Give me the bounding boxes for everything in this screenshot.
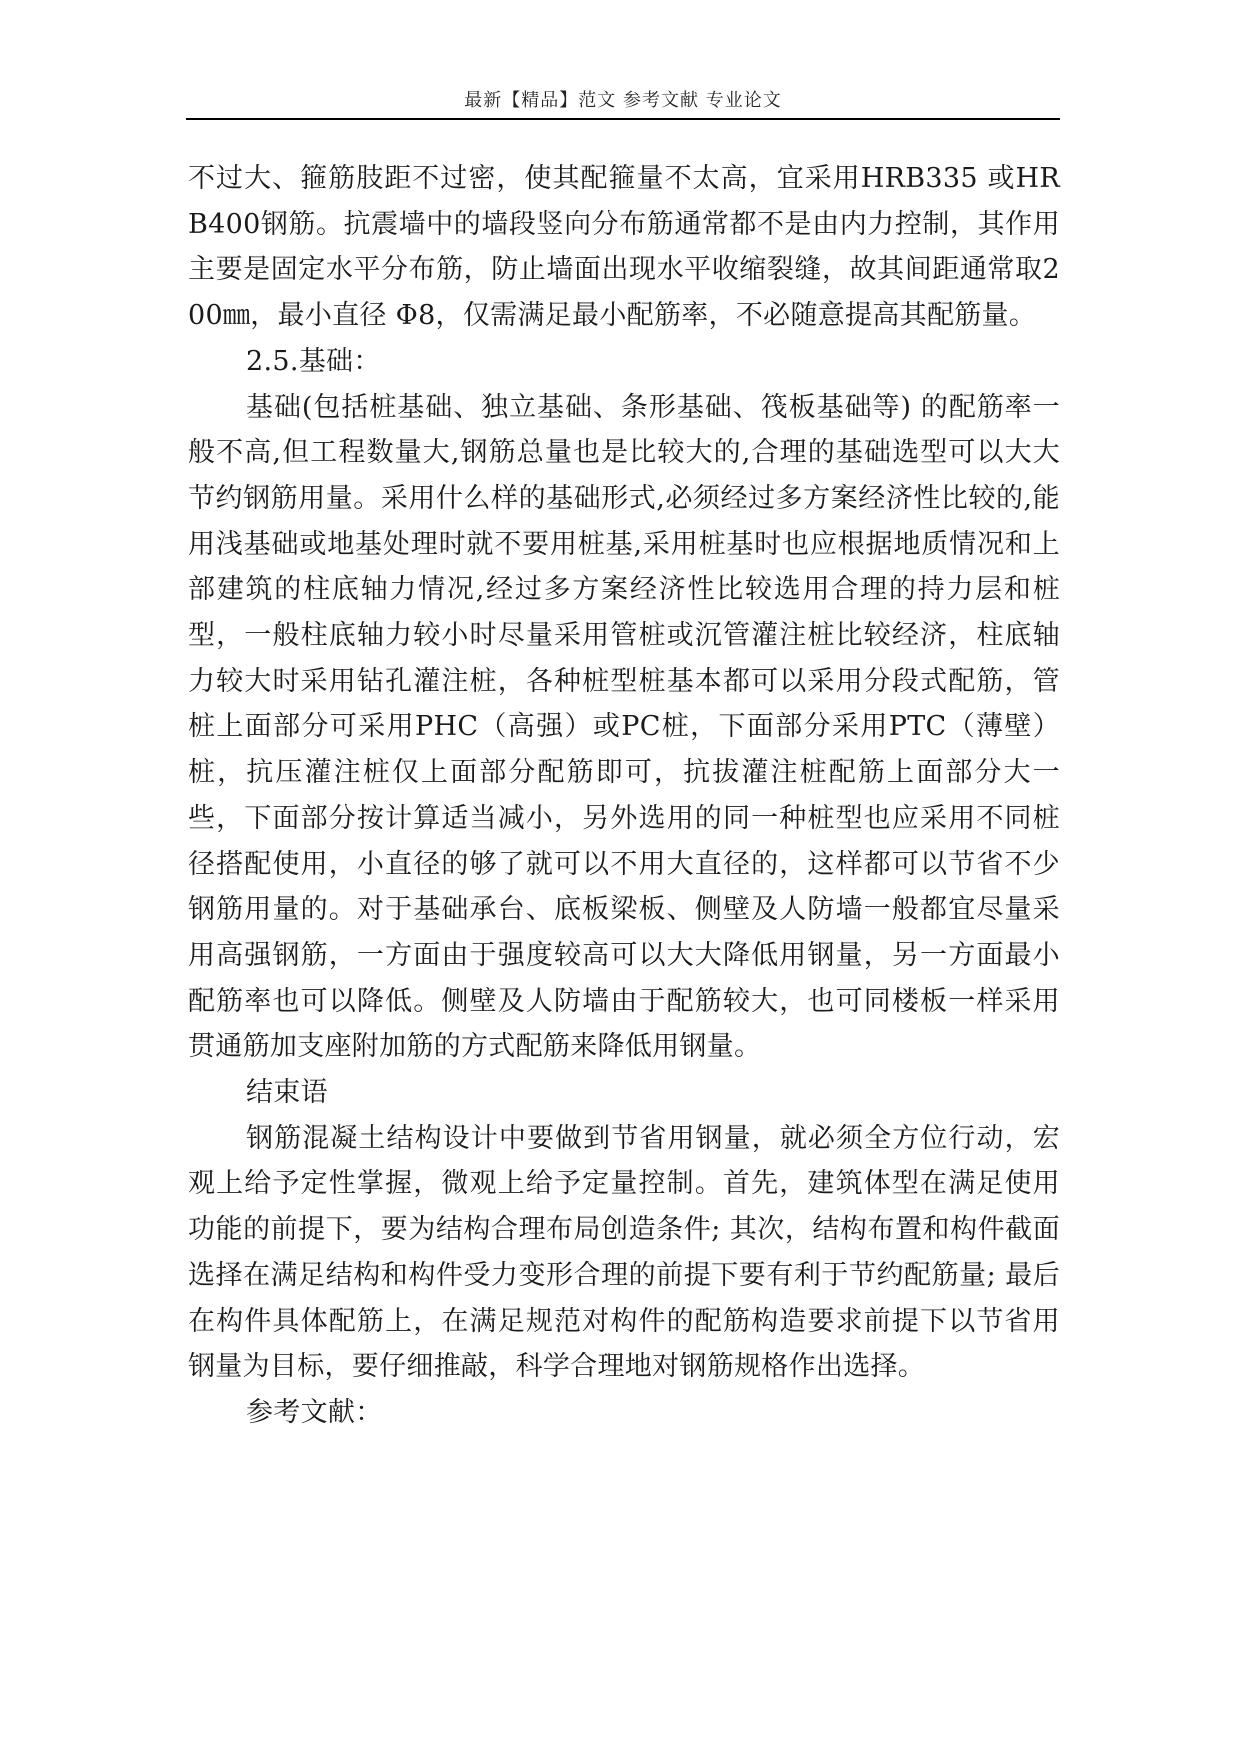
header-rule	[186, 118, 1060, 120]
section-heading-references: 参考文献：	[246, 1396, 383, 1428]
paragraph-conclusion: 钢筋混凝土结构设计中要做到节省用钢量，就必须全方位行动，宏观上给予定性掌握，微观上给予定量控制。首先，建筑体型在满足使用功能的前提下，要为结构合理布局创造条件; 其次，结构布置和构件截面选择在满足结构和构件受力变形合理的前提下要有利于节约配筋量; 最后在构件具体配筋上，在满足规范对构件的配筋构造要求前提下以节省用钢量为目标，要仔细推敲，科学合理地对钢筋规格作出选择。	[188, 1122, 1060, 1383]
document-body	[188, 156, 1060, 1436]
page-header: 最新【精品】范文 参考文献 专业论文	[464, 90, 782, 111]
section-heading-foundation: 2.5.基础：	[246, 345, 381, 377]
paragraph-continuation: 不过大、箍筋肢距不过密，使其配箍量不太高，宜采用HRB335 或HRB400钢筋。抗震墙中的墙段竖向分布筋通常都不是由内力控制，其作用主要是固定水平分布筋，防止墙面出现水平收缩裂缝，故其间距通常取200㎜，最小直径 Φ8，仅需满足最小配筋率，不必随意提高其配筋量。	[188, 163, 1060, 332]
paragraph-foundation: 基础(包括桩基础、独立基础、条形基础、筏板基础等) 的配筋率一般不高,但工程数量大,钢筋总量也是比较大的,合理的基础选型可以大大节约钢筋用量。采用什么样的基础形式,必须经过多方案经济性比较的,能用浅基础或地基处理时就不要用桩基,采用桩基时也应根据地质情况和上部建筑的柱底轴力情况,经过多方案经济性比较选用合理的持力层和桩型，一般柱底轴力较小时尽量采用管桩或沉管灌注桩比较经济，柱底轴力较大时采用钻孔灌注桩，各种桩型桩基本都可以采用分段式配筋，管桩上面部分可采用PHC（高强）或PC桩，下面部分采用PTC（薄壁）桩，抗压灌注桩仅上面部分配筋即可，抗拔灌注桩配筋上面部分大一些，下面部分按计算适当减小，另外选用的同一种桩型也应采用不同桩径搭配使用，小直径的够了就可以不用大直径的，这样都可以节省不少钢筋用量的。对于基础承台、底板梁板、侧壁及人防墙一般都宜尽量采用高强钢筋，一方面由于强度较高可以大大降低用钢量，另一方面最小配筋率也可以降低。侧壁及人防墙由于配筋较大，也可同楼板一样采用贯通筋加支座附加筋的方式配筋来降低用钢量。	[188, 391, 1060, 1063]
section-heading-conclusion: 结束语	[246, 1077, 328, 1109]
